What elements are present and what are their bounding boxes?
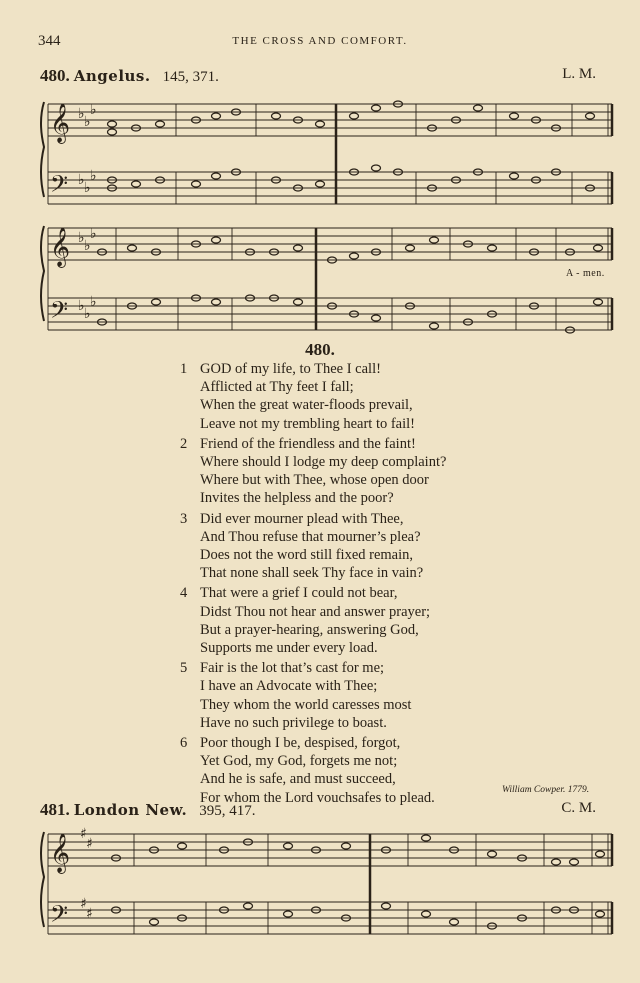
hymn-stanzas [180,360,600,809]
verse-line: 1 GOD of my life, to Thee I call! [180,361,381,377]
svg-text:♯: ♯ [80,896,87,912]
svg-text:♭: ♭ [90,226,97,242]
verse-number: 6 [180,735,188,752]
amen-label: A - men. [566,268,605,279]
verse-line: I have an Advocate with Thee; [200,678,378,695]
music-system-3 [36,824,616,942]
verse-line: Didst Thou not hear and answer prayer; [200,603,431,620]
tune-meter: L. M. [562,66,596,82]
verse-line: Afflicted at Thy feet I fall; [200,379,354,396]
verse-number: 1 [180,361,188,377]
svg-text:♭: ♭ [78,172,85,188]
verse-line: Supports me under every load. [200,640,378,657]
verse-line: For whom the Lord vouchsafes to plead. [200,789,435,806]
svg-text:♭: ♭ [84,180,91,196]
verse-line: 3 Did ever mourner plead with Thee, [180,510,404,527]
verse-line: 5 Fair is the lot that’s cast for me; [180,660,385,677]
svg-text:♭: ♭ [90,102,97,118]
svg-text:𝄢: 𝄢 [50,900,69,933]
verse-line: But a prayer-hearing, answering God, [200,621,419,638]
tune-name: Angelus. [73,67,151,85]
verse-number: 2 [180,435,188,452]
svg-text:♭: ♭ [84,238,91,254]
stanza-6 [180,734,600,807]
verse-line: 4 That were a grief I could not bear, [180,585,398,602]
verse-line: Invites the helpless and the poor? [200,490,394,507]
svg-text:♭: ♭ [90,168,97,184]
tune-meter: C. M. [561,800,596,816]
music-system-2 [36,218,616,336]
verse-line: And Thou refuse that mourner’s plea? [200,528,421,545]
verse-line: Does not the word still fixed remain, [200,547,414,564]
page-number: 344 [38,33,61,49]
svg-text:♭: ♭ [78,230,85,246]
music-system-1-score [36,92,616,210]
verse-line: Have no such privilege to boast. [200,714,387,731]
verse-number: 4 [180,585,188,602]
stanza-2 [180,435,600,508]
music-system-1 [36,92,616,210]
svg-text:♭: ♭ [84,306,91,322]
svg-text:𝄢: 𝄢 [50,170,69,203]
svg-text:♯: ♯ [80,826,87,842]
stanza-4 [180,584,600,657]
svg-text:𝄞: 𝄞 [50,833,71,873]
verse-line: Yet God, my God, forgets me not; [200,753,398,770]
tune-480-header [40,66,600,88]
running-head [0,33,640,53]
svg-text:𝄢: 𝄢 [50,296,69,329]
tune-refs: 145, 371. [162,69,219,85]
svg-text:𝄞: 𝄞 [50,103,71,143]
svg-text:𝄞: 𝄞 [50,227,71,267]
music-system-2-score [36,218,616,336]
tune-name: London New. [73,801,188,819]
svg-text:♯: ♯ [86,836,93,852]
verse-line: And he is safe, and must succeed, [200,771,396,788]
verse-line: 6 Poor though I be, despised, forgot, [180,735,401,752]
hymn-number: 480. [305,340,335,359]
verse-number: 5 [180,660,188,677]
verse-line: They whom the world caresses most [200,696,412,713]
stanza-3 [180,510,600,583]
tune-number: 480. [40,66,70,85]
running-title: THE CROSS AND COMFORT. [232,35,408,47]
tune-481-header [40,800,600,822]
author-attribution: William Cowper. 1779. [502,785,590,795]
verse-number: 3 [180,510,188,527]
svg-text:♭: ♭ [78,106,85,122]
svg-text:♭: ♭ [78,298,85,314]
tune-refs: 395, 417. [199,803,256,819]
music-system-3-score [36,824,616,942]
svg-text:♯: ♯ [86,906,93,922]
verse-line: Where but with Thee, whose open door [200,472,429,489]
verse-line: When the great water-floods prevail, [200,397,413,414]
verse-line: Leave not my trembling heart to fail! [200,415,416,432]
svg-text:♭: ♭ [84,114,91,130]
verse-line: Where should I lodge my deep complaint? [200,454,447,471]
stanza-1 [180,360,600,433]
svg-text:♭: ♭ [90,294,97,310]
stanza-5 [180,659,600,732]
verse-line: That none shall seek Thy face in vain? [200,565,424,582]
tune-number: 481. [40,800,70,819]
verse-line: 2 Friend of the friendless and the faint! [180,435,416,452]
